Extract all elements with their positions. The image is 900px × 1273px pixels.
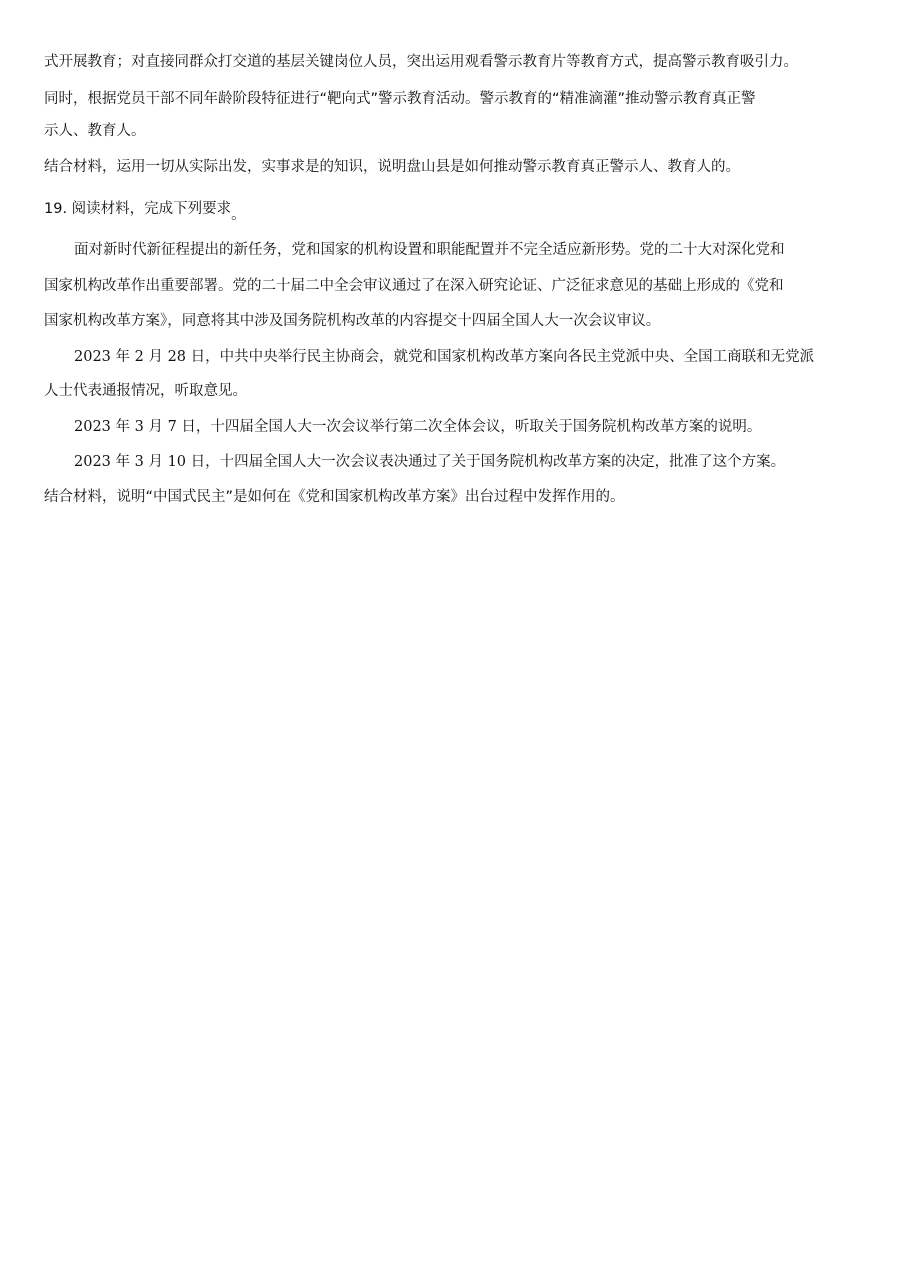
question-instruction: 阅读材料，完成下列要求	[71, 201, 232, 217]
material-continuation-line-1: 式开展教育；对直接同群众打交道的基层关键岗位人员，突出运用观看警示教育片等教育方式，提高警示教育吸引力。	[44, 54, 798, 70]
material-paragraph-2-line-2: 人士代表通报情况，听取意见。	[44, 383, 247, 399]
question-18-prompt: 结合材料，运用一切从实际出发，实事求是的知识，说明盘山县是如何推动警示教育真正警示人、教育人的。	[44, 159, 740, 175]
material-continuation-line-2: 同时，根据党员干部不同年龄阶段特征进行“靶向式”警示教育活动。警示教育的“精准滴灌”推动警示教育真正警	[44, 91, 756, 107]
question-number: 19.	[44, 201, 68, 217]
material-continuation-line-3: 示人、教育人。	[44, 123, 146, 139]
material-paragraph-4: 2023 年 3 月 10 日，十四届全国人大一次会议表决通过了关于国务院机构改革方案的决定，批准了这个方案。	[74, 454, 786, 470]
question-19-header	[44, 199, 246, 223]
material-paragraph-3: 2023 年 3 月 7 日，十四届全国人大一次会议举行第二次全体会议，听取关于国务院机构改革方案的说明。	[74, 419, 762, 435]
material-paragraph-1-line-3: 国家机构改革方案》，同意将其中涉及国务院机构改革的内容提交十四届全国人大一次会议审议。	[44, 313, 661, 329]
question-19-prompt: 结合材料，说明“中国式民主”是如何在《党和国家机构改革方案》出台过程中发挥作用的。	[44, 489, 625, 505]
material-paragraph-2-line-1: 2023 年 2 月 28 日，中共中央举行民主协商会，就党和国家机构改革方案向各民主党派中央、全国工商联和无党派	[74, 349, 815, 365]
material-paragraph-1-line-1: 面对新时代新征程提出的新任务，党和国家的机构设置和职能配置并不完全适应新形势。党的二十大对深化党和	[74, 242, 785, 258]
instruction-period: 。	[231, 207, 246, 223]
material-paragraph-1-line-2: 国家机构改革作出重要部署。党的二十届二中全会审议通过了在深入研究论证、广泛征求意见的基础上形成的《党和	[44, 278, 784, 294]
